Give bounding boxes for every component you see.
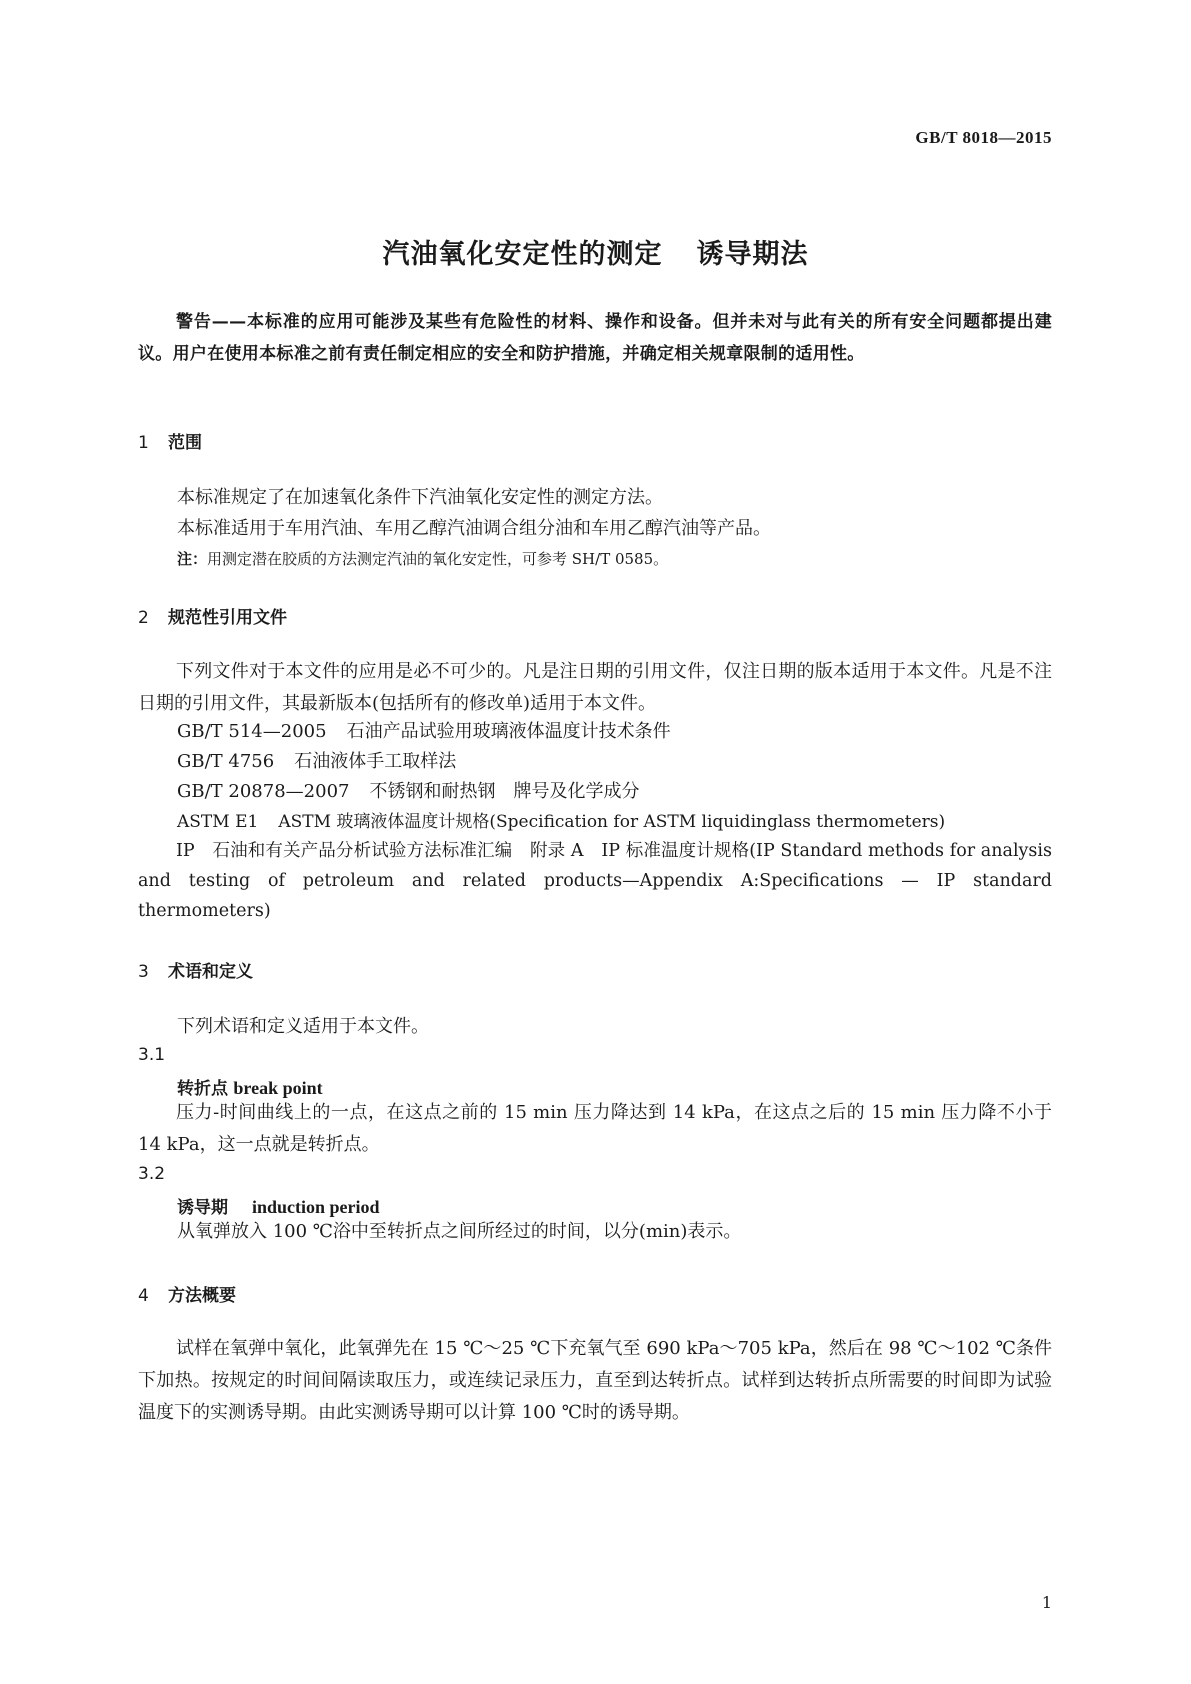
reference-code: GB/T 20878—2007 <box>177 781 350 802</box>
method-summary-paragraph: 试样在氧弹中氧化，此氧弹先在 15 ℃～25 ℃下充氧气至 690 kPa～705 kPa，然后在 98 ℃～102 ℃条件下加热。按规定的时间间隔读取压力，或连续记录压力，直至到达转折点。试样到达转折点所需要的时间即为试验温度下的实测诱导期。由此实测诱导期可以计算 100 ℃时的诱导期。 <box>138 1338 1052 1423</box>
term-3-1 <box>177 1074 323 1099</box>
page-number: 1 <box>1041 1593 1052 1612</box>
section-1-heading <box>138 428 202 453</box>
reference-code: GB/T 4756 <box>177 751 275 772</box>
term-en: induction period <box>252 1197 380 1217</box>
references-intro: 下列文件对于本文件的应用是必不可少的。凡是注日期的引用文件，仅注日期的版本适用于本文件。凡是不注日期的引用文件，其最新版本(包括所有的修改单)适用于本文件。 <box>138 661 1052 714</box>
section-4-title: 方法概要 <box>168 1286 236 1306</box>
term-3-2-definition: 从氧弹放入 100 ℃浴中至转折点之间所经过的时间，以分(min)表示。 <box>177 1221 742 1242</box>
section-3-number: 3 <box>138 962 149 982</box>
note-label: 注： <box>177 550 208 568</box>
term-clause-number: 3.2 <box>138 1164 166 1184</box>
section-4-number: 4 <box>138 1286 149 1306</box>
title-sub: 诱导期法 <box>696 239 809 270</box>
section-1-number: 1 <box>138 433 149 453</box>
section-3-heading <box>138 957 253 982</box>
section-2-number: 2 <box>138 608 149 628</box>
reference-item <box>177 716 671 748</box>
reference-item <box>177 776 639 808</box>
reference-code: ASTM E1 <box>177 812 259 832</box>
standard-code: GB/T 8018—2015 <box>915 128 1052 147</box>
term-3-1-definition: 压力-时间曲线上的一点，在这点之前的 15 min 压力降达到 14 kPa，在这点之后的 15 min 压力降不小于 14 kPa，这一点就是转折点。 <box>138 1102 1052 1155</box>
reference-title: 不锈钢和耐热钢 牌号及化学成分 <box>369 781 640 802</box>
section-1-title: 范围 <box>168 433 202 453</box>
section-4-heading <box>138 1281 236 1306</box>
scope-paragraph-2: 本标准适用于车用汽油、车用乙醇汽油调合组分油和车用乙醇汽油等产品。 <box>177 518 771 539</box>
title-main: 汽油氧化安定性的测定 <box>382 239 663 270</box>
terms-intro: 下列术语和定义适用于本文件。 <box>177 1016 429 1037</box>
section-2-title: 规范性引用文件 <box>168 608 287 628</box>
warning-paragraph: 警告——本标准的应用可能涉及某些有危险性的材料、操作和设备。但并未对与此有关的所有安全问题都提出建议。用户在使用本标准之前有责任制定相应的安全和防护措施，并确定相关规章限制的适用性。 <box>138 312 1052 364</box>
reference-title: 石油液体手工取样法 <box>294 751 457 772</box>
section-2-heading <box>138 603 287 628</box>
note-text: 用测定潜在胶质的方法测定汽油的氧化安定性，可参考 SH/T 0585。 <box>207 550 669 568</box>
term-3-2 <box>177 1193 380 1218</box>
reference-code: GB/T 514—2005 <box>177 721 327 742</box>
term-zh: 诱导期 <box>177 1198 228 1218</box>
term-en: break point <box>233 1078 323 1098</box>
reference-title: 石油产品试验用玻璃液体温度计技术条件 <box>346 721 671 742</box>
scope-paragraph-1: 本标准规定了在加速氧化条件下汽油氧化安定性的测定方法。 <box>177 487 663 508</box>
scope-note <box>177 547 668 571</box>
term-clause-number: 3.1 <box>138 1045 166 1065</box>
reference-ip: IP 石油和有关产品分析试验方法标准汇编 附录 A IP 标准温度计规格(IP Standard methods for analysis and testing of petroleum and related products—Appendix A:Specifications — IP standard thermometers) <box>138 841 1052 921</box>
reference-item <box>177 746 456 778</box>
reference-title: ASTM 玻璃液体温度计规格(Specification for ASTM liquidinglass thermometers) <box>278 812 946 832</box>
section-3-title: 术语和定义 <box>168 962 253 982</box>
page-title <box>0 232 1191 271</box>
reference-item <box>177 806 945 838</box>
term-zh: 转折点 <box>177 1079 228 1099</box>
